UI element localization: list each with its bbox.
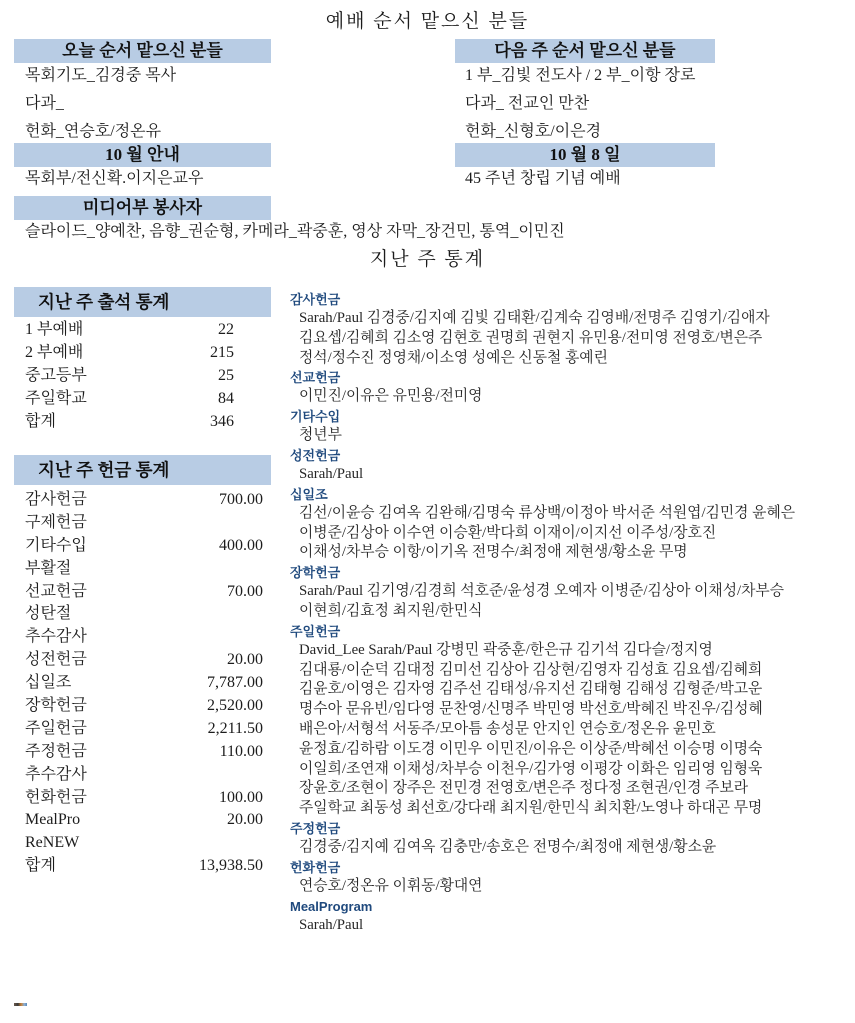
row-label: 부활절 xyxy=(25,559,72,577)
table-row xyxy=(14,809,271,832)
donor-section-title: 감사헌금 xyxy=(290,292,341,307)
october-notice-header: 10 월 안내 xyxy=(14,143,271,167)
table-row xyxy=(14,489,271,512)
row-label: ReNEW xyxy=(25,834,80,852)
table-row xyxy=(14,410,271,433)
donor-names-line: 이병준/김상아 이수연 이승환/박다희 이재이/이지선 이주성/장호진 xyxy=(299,524,717,541)
table-row xyxy=(14,741,271,764)
today-servers-header: 오늘 순서 맡으신 분들 xyxy=(14,39,271,63)
donor-sections xyxy=(290,290,850,935)
donor-section-title: 선교헌금 xyxy=(290,370,341,386)
donor-names-line: David_Lee Sarah/Paul 강병민 곽중훈/한은규 김기석 김다슬/정지영 xyxy=(299,641,713,658)
donor-names-line: 이일희/조연재 이채성/차부승 이천우/김가영 이평강 이화은 임리영 임형욱 xyxy=(299,760,763,777)
row-value: 215 xyxy=(210,344,234,361)
donor-names-line: 김요셉/김혜희 김소영 김현호 권명희 권현지 유민용/전미영 전영호/변은주 xyxy=(299,329,763,346)
row-label: MealPro xyxy=(25,811,81,829)
row-value: 2,520.00 xyxy=(207,697,263,715)
row-value: 22 xyxy=(218,321,234,338)
table-row xyxy=(14,535,271,558)
october-8-line: 45 주년 창립 기념 예배 xyxy=(465,170,621,187)
donor-names-line: 김선/이윤승 김여옥 김완해/김명숙 류상백/이정아 박서준 석원엽/김민경 윤혜은 xyxy=(299,504,796,521)
row-label: 헌화헌금 xyxy=(25,788,87,806)
row-label: 주일헌금 xyxy=(25,719,87,737)
donor-names-line: 장윤호/조현이 장주은 전민경 전영호/변은주 정다정 조현권/인경 주보라 xyxy=(299,780,749,797)
row-label: 중고등부 xyxy=(25,367,87,384)
donor-names-line: 연승호/정온유 이휘동/황대연 xyxy=(299,877,483,894)
row-value: 20.00 xyxy=(227,651,263,669)
donor-names-line: Sarah/Paul xyxy=(299,465,364,482)
today-server-line: 목회기도_김경중 목사 xyxy=(25,67,177,84)
table-row xyxy=(14,558,271,581)
row-value: 7,787.00 xyxy=(207,674,263,692)
media-team-line: 슬라이드_양예찬, 음향_권순형, 카메라_곽중훈, 영상 자막_장건민, 통역_이민진 xyxy=(25,223,565,240)
row-label: 구제헌금 xyxy=(25,513,87,531)
row-label: 선교헌금 xyxy=(25,582,87,600)
donor-names-line: Sarah/Paul xyxy=(299,916,364,933)
table-row xyxy=(14,672,271,695)
donor-names-line: Sarah/Paul 김경중/김지예 김빛 김태환/김계숙 김영배/전명주 김영기/김애자 xyxy=(299,310,770,326)
row-value: 346 xyxy=(210,413,234,430)
next-week-server-line: 1 부_김빛 전도사 / 2 부_이항 장로 xyxy=(465,67,696,84)
attendance-table-header: 지난 주 출석 통계 xyxy=(14,287,271,317)
media-team-header: 미디어부 봉사자 xyxy=(14,196,271,220)
next-week-servers-list xyxy=(465,62,695,146)
row-value: 400.00 xyxy=(219,536,263,554)
today-server-line: 헌화_연승호/정온유 xyxy=(25,123,162,140)
row-label: 합계 xyxy=(25,857,56,875)
row-label: 추수감사 xyxy=(25,628,87,646)
donor-section-title: 성전헌금 xyxy=(290,447,341,463)
donor-names-line: 정석/정수진 정영채/이소영 성예은 신동철 홍예린 xyxy=(299,349,608,366)
donor-names-line: 김경중/김지예 김여옥 김충만/송호은 전명수/최정애 제현생/황소윤 xyxy=(299,838,717,855)
row-value: 25 xyxy=(218,367,234,384)
row-label: 추수감사 xyxy=(25,765,87,783)
table-row xyxy=(14,855,271,878)
donor-section-title: 기타수입 xyxy=(290,409,341,425)
today-server-line: 다과_ xyxy=(25,95,64,112)
table-row xyxy=(14,649,271,672)
row-value: 110.00 xyxy=(219,742,263,760)
donor-names-line: 이채성/차부승 이항/이기옥 전명수/최정애 제현생/황소윤 무명 xyxy=(299,544,688,561)
donor-names-line: Sarah/Paul 김기영/김경희 석호준/윤성경 오예자 이병준/김상아 이채성/차부승 xyxy=(299,583,784,600)
row-label: 1 부예배 xyxy=(25,321,84,338)
table-row xyxy=(14,581,271,604)
donor-names-line: 배은아/서형석 서동주/모아틈 송성문 안지인 연승호/정온유 윤민호 xyxy=(299,720,716,737)
table-row xyxy=(14,718,271,741)
row-value: 2,211.50 xyxy=(207,719,263,737)
next-week-servers-header: 다음 주 순서 맡으신 분들 xyxy=(455,39,715,63)
row-label: 장학헌금 xyxy=(25,697,87,715)
donor-section-title: MealProgram xyxy=(290,898,373,914)
row-value: 100.00 xyxy=(219,788,263,806)
donor-section-title: 주일헌금 xyxy=(290,623,341,639)
today-servers-list xyxy=(25,62,176,146)
table-row xyxy=(14,764,271,787)
table-row xyxy=(14,318,271,341)
donor-section-title: 주정헌금 xyxy=(290,820,341,836)
table-row xyxy=(14,787,271,810)
row-label: 성탄절 xyxy=(25,605,72,623)
table-row xyxy=(14,626,271,649)
offering-table-header: 지난 주 헌금 통계 xyxy=(14,455,271,485)
donor-section-title: 십일조 xyxy=(290,486,328,502)
donor-names-line: 이현희/김효정 최지원/한민식 xyxy=(299,602,483,619)
row-label: 합계 xyxy=(25,413,56,430)
row-label: 감사헌금 xyxy=(25,491,87,508)
attendance-table xyxy=(14,318,271,433)
row-label: 기타수입 xyxy=(25,536,87,554)
table-row xyxy=(14,387,271,410)
donor-section-title: 헌화헌금 xyxy=(290,859,341,875)
row-label: 주정헌금 xyxy=(25,742,87,760)
row-label: 십일조 xyxy=(25,674,72,692)
table-row xyxy=(14,512,271,535)
row-value: 13,938.50 xyxy=(199,857,263,875)
table-row xyxy=(14,341,271,364)
row-value: 84 xyxy=(218,390,234,407)
row-label: 성전헌금 xyxy=(25,651,87,669)
donor-names-line: 주일학교 최동성 최선호/강다래 최지원/한민식 최치환/노영나 하대곤 무명 xyxy=(299,800,763,817)
donor-names-line: 청년부 xyxy=(299,427,342,444)
october-notice-line: 목회부/전신확.이지은교우 xyxy=(25,170,204,187)
page-title: 예배 순서 맡으신 분들 xyxy=(325,11,530,32)
page-corner-artifact xyxy=(14,1003,27,1006)
next-week-server-line: 헌화_신형호/이은경 xyxy=(465,123,602,140)
table-row xyxy=(14,603,271,626)
row-value: 700.00 xyxy=(219,491,263,508)
donor-names-line: 명수아 문유빈/임다영 문찬영/신명주 박민영 박선호/박혜진 박진우/김성혜 xyxy=(299,701,763,718)
row-value: 70.00 xyxy=(227,582,263,600)
table-row xyxy=(14,695,271,718)
donor-names-line: 이민진/이유은 유민용/전미영 xyxy=(299,388,483,405)
stats-title: 지난 주 통계 xyxy=(369,249,486,270)
row-label: 2 부예배 xyxy=(25,344,84,361)
offering-table xyxy=(14,489,271,878)
donor-names-line: 김윤호/이영은 김자영 김주선 김태성/유지선 김태형 김해성 김형준/박고운 xyxy=(299,681,763,698)
table-row xyxy=(14,832,271,855)
october-8-header: 10 월 8 일 xyxy=(455,143,715,167)
donor-section-title: 장학헌금 xyxy=(290,565,341,581)
donor-names-line: 윤정효/김하람 이도경 이민우 이민진/이유은 이상준/박혜선 이승명 이명숙 xyxy=(299,740,763,757)
table-row xyxy=(14,364,271,387)
row-label: 주일학교 xyxy=(25,390,87,407)
next-week-server-line: 다과_ 전교인 만찬 xyxy=(465,95,590,112)
donor-names-line: 김대룡/이순덕 김대정 김미선 김상아 김상현/김영자 김성효 김요셉/김혜희 xyxy=(299,661,763,678)
row-value: 20.00 xyxy=(227,811,263,829)
